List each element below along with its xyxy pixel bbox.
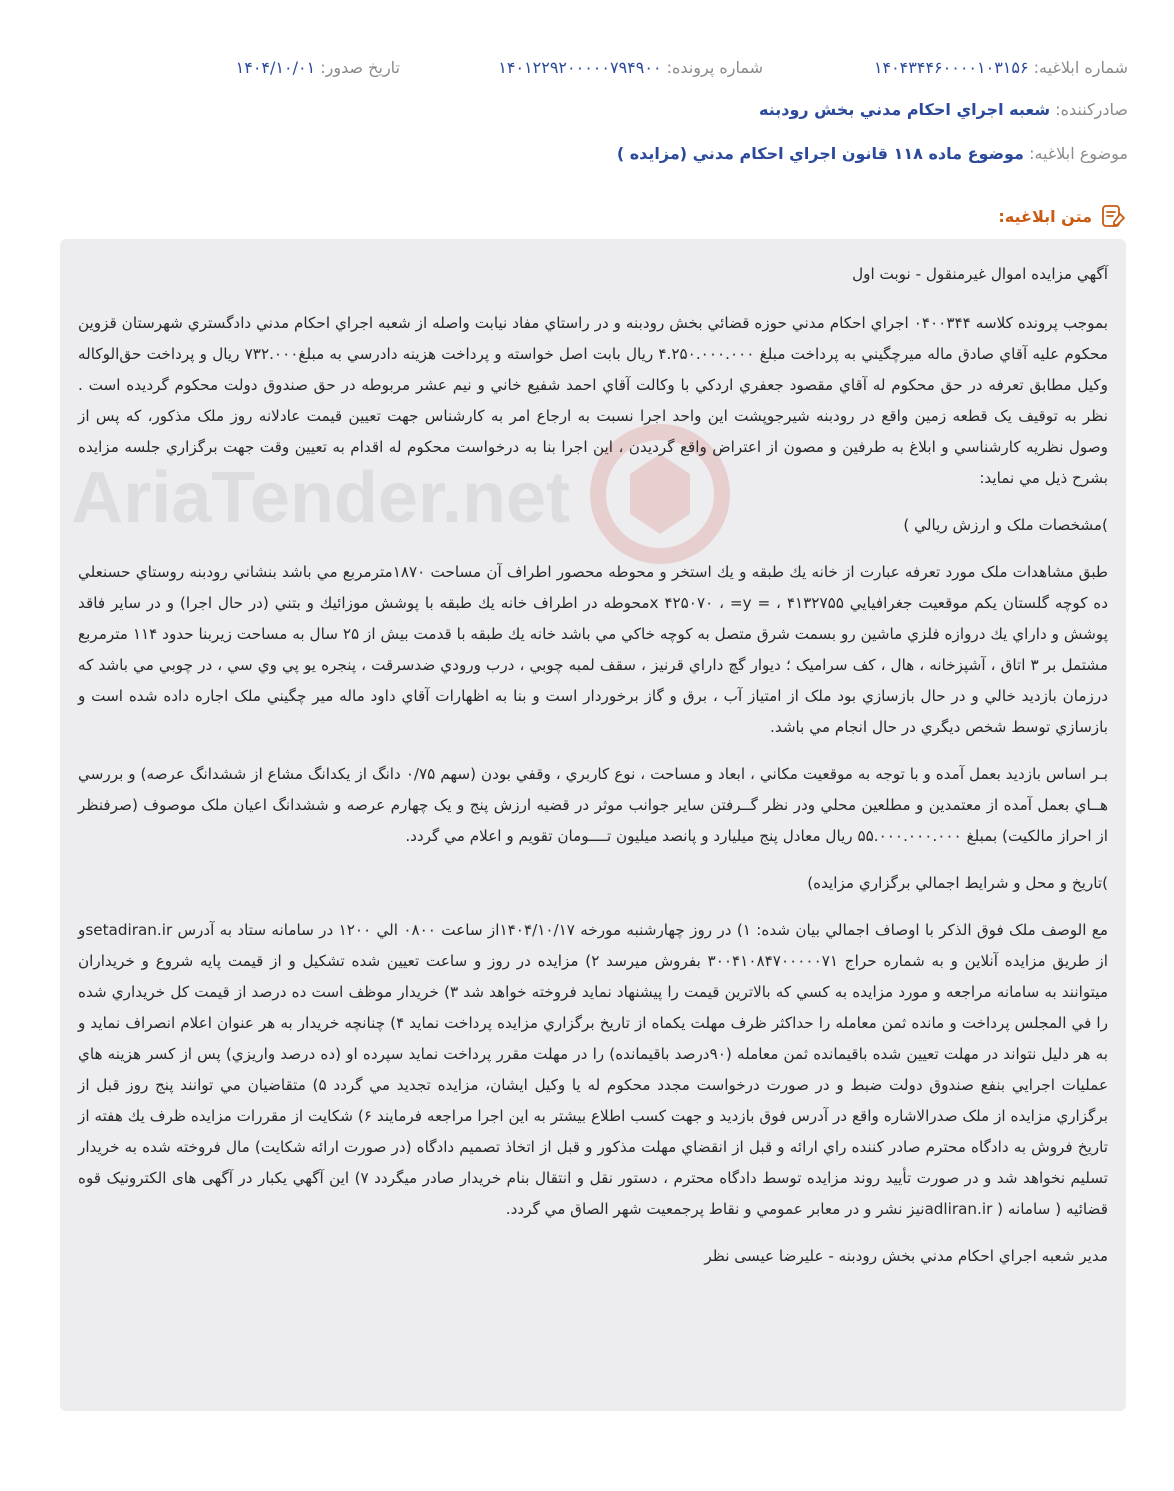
auction-terms: مع الوصف ملک فوق الذكر با اوصاف اجمالي بيان شده: ۱) در روز چهارشنبه مورخه ۱۴۰۴/۱۰/۱۷از ساعت ۰۸۰۰ الي ۱۲۰۰ در سامانه ستاد به آدرس setadiran.irو از طريق مزايده آنلاين و به شماره حراج ۳۰۰۴۱۰۸۴۷۰۰۰۰۰۷۱ بفروش ميرسد ۲) مزايده در روز و ساعت تعيين شده تشكيل و از قيمت پايه شروع و خريداران ميتوانند به سامانه مراجعه و مورد مزايده به كسي كه بالاترين قيمت را پيشنهاد نمايد فروخته خواهد شد ۳) خريدار موظف است ده درصد از قيمت كل خريداري شده را في المجلس پرداخت و مانده ثمن معامله را حداكثر ظرف مهلت يكماه از تاريخ برگزاري مزايده پرداخت نمايد ۴) چنانچه خريدار به هر عنوان اعلام انصراف نمايد و به هر دليل نتواند در مهلت تعيين شده باقيمانده ثمن معامله (۹۰درصد باقيمانده) را در مهلت مقرر پرداخت نمايد سپرده او (ده درصد واريزي) پس از كسر هزينه هاي عمليات اجرايي بنفع صندوق دولت ضبط و در صورت درخواست مجدد محكوم له يا وكيل ايشان، مزايده تجديد مي گردد ۵) متقاضيان مي توانند پنج روز قبل از برگزاري مزايده از ملک صدرالاشاره واقع در آدرس فوق بازديد و جهت كسب اطلاع بيشتر به اين اجرا مراجعه فرمايند ۶) شكايت از مقررات مزايده ظرف يك هفته از تاريخ فروش به دادگاه محترم صادر كننده راي ارائه و قبل از انقضاي مهلت مذكور و قبل از اتخاذ تصميم دادگاه (در صورت ارائه شكايت) مال فروخته شده به خريدار تسليم نخواهد شد و در صورت تأييد روند مزايده توسط دادگاه محترم ، دستور نقل و انتقال بنام خريدار صادر ميگردد ۷) اين آگهي يكبار در آگهی های الكترونيک قوه قضائيه ( سامانه ( adliran.irنيز نشر و در معابر عمومي و نقاط پرجمعيت شهر الصاق مي گردد. <box>78 921 1109 1218</box>
watermark-text: AriaTender.net <box>71 458 570 538</box>
notice-body <box>60 239 1126 1411</box>
auction-title: آگهي مزايده اموال غيرمنقول - نوبت اول <box>852 265 1108 283</box>
notice-number-label: شماره ابلاغيه: <box>1033 58 1128 77</box>
subject-value: موضوع ماده ۱۱۸ قانون اجراي احكام مدني (مزايده ) <box>616 144 1024 163</box>
notice-meta-row <box>40 58 1128 82</box>
notice-number <box>874 58 1128 77</box>
case-number-label: شماره پرونده: <box>666 58 763 77</box>
property-specs-heading: )مشخصات ملک و ارزش ريالي ) <box>903 516 1108 534</box>
property-description: طبق مشاهدات ملک مورد تعرفه عبارت از خانه يك طبقه و يك استخر و محوطه محصور اطراف آن مساحت ۱۸۷۰مترمربع مي باشد بنشاني رودبنه روستاي حسنعلي ده كوچه گلستان يكم موقعيت جغرافيايي ۴۱۳۲۷۵۵ ، = x ۴۲۵۰۷۰ ، =yمحوطه در اطراف خانه يك طبقه با پوشش موزائيك و بتني (در حال اجرا) و در ساير فاقد پوشش و داراي يك دروازه فلزي ماشين رو بسمت شرق متصل به كوچه خاكي مي باشد خانه يك طبقه با قدمت بيش از ۲۵ سال به مساحت زيربنا حدود ۱۱۴ مترمربع مشتمل بر ۳ اتاق ، آشپزخانه ، هال ، كف سراميک ؛ ديوار گچ داراي قرنيز ، سقف لمبه چوبي ، درب ورودي ضدسرقت ، پنجره يو پي وي سي ، در چوبي مي باشد كه درزمان بازديد خالي و در حال بازسازي بود ملک از امتياز آب ، برق و گاز برخوردار است و بنا به اظهارات آقاي داود ماله مير چگيني ملک اجاره داده شده است و بازسازي توسط شخص ديگري در حال انجام مي باشد. <box>78 563 1109 736</box>
signature-line: مدير شعبه اجراي احكام مدني بخش رودبنه - عليرضا عيسی نظر <box>704 1247 1108 1265</box>
case-paragraph: بموجب پرونده كلاسه ۰۴۰۰۳۴۴ اجراي احكام مدني حوزه قضائي بخش رودبنه و در راستاي مفاد نيابت واصله از شعبه اجراي احكام مدني دادگستري شهرستان قزوين محكوم عليه آقاي صادق ماله ميرچگيني به پرداخت مبلغ ۴.۲۵۰.۰۰۰.۰۰۰ ريال بابت اصل خواسته و پرداخت هزينه دادرسي به مبلغ۷۳۲.۰۰۰ ريال و پرداخت حق‌الوكاله وكيل مطابق تعرفه در حق محكوم له آقاي مقصود جعفري اردكي با وكالت آقاي احمد شفيع خاني و نيم عشر مربوطه در حق صندوق دولت محكوم گرديده است . نظر به توقيف يک قطعه زمين واقع در رودبنه شيرجوپشت اين واحد اجرا نسبت به ارجاع امر به كارشناس جهت تعيين قيمت عادلانه روز ملک مذكور، كه پس از وصول نظريه كارشناسي و ابلاغ به طرفين و مصون از اعتراض واقع گرديدن ، اين اجرا بنا به درخواست محكوم له اقدام به تعيين وقت جهت برگزاري جلسه مزايده بشرح ذيل مي نمايد: <box>78 314 1109 487</box>
document-edit-icon <box>1100 203 1126 229</box>
valuation-paragraph: بـر اساس بازديد بعمل آمده و با توجه به موقعيت مكاني ، ابعاد و مساحت ، نوع كاربري ، وقفي بودن (سهم ۰/۷۵ دانگ از يكدانگ مشاع از ششدانگ عرصه) و بررسي هــاي بعمل آمده از معتمدين و مطلعين محلي ودر نظر گــرفتن ساير جوانب موثر در قضيه ارزش پنج و يک چهارم عرصه و ششدانگ اعيان ملک موصوف (صرفنظر از احراز مالكيت) بمبلغ ۵۵.۰۰۰.۰۰۰.۰۰۰ ريال معادل پنج ميلیارد و پانصد ميليون تــــومان تقويم و اعلام مي گردد. <box>78 765 1108 845</box>
case-number-value: ۱۴۰۱۲۲۹۲۰۰۰۰۰۷۹۴۹۰۰ <box>498 58 662 77</box>
issue-date <box>236 58 400 77</box>
notice-text-heading <box>998 203 1126 229</box>
auction-terms-heading: )تاريخ و محل و شرايط اجمالي برگزاري مزايده) <box>807 874 1108 892</box>
subject-line <box>617 144 1128 163</box>
issuer-label: صادركننده: <box>1055 100 1128 119</box>
subject-label: موضوع ابلاغيه: <box>1029 144 1128 163</box>
issue-date-label: تاريخ صدور: <box>320 58 400 77</box>
case-number <box>498 58 763 77</box>
issuer-value: شعبه اجراي احكام مدني بخش رودبنه <box>759 100 1051 119</box>
notice-text-title: متن ابلاغيه: <box>998 206 1092 226</box>
issue-date-value: ۱۴۰۴/۱۰/۰۱ <box>235 58 316 77</box>
issuer-line <box>759 100 1128 119</box>
notice-number-value: ۱۴۰۴۳۴۴۶۰۰۰۰۱۰۳۱۵۶ <box>873 58 1029 77</box>
